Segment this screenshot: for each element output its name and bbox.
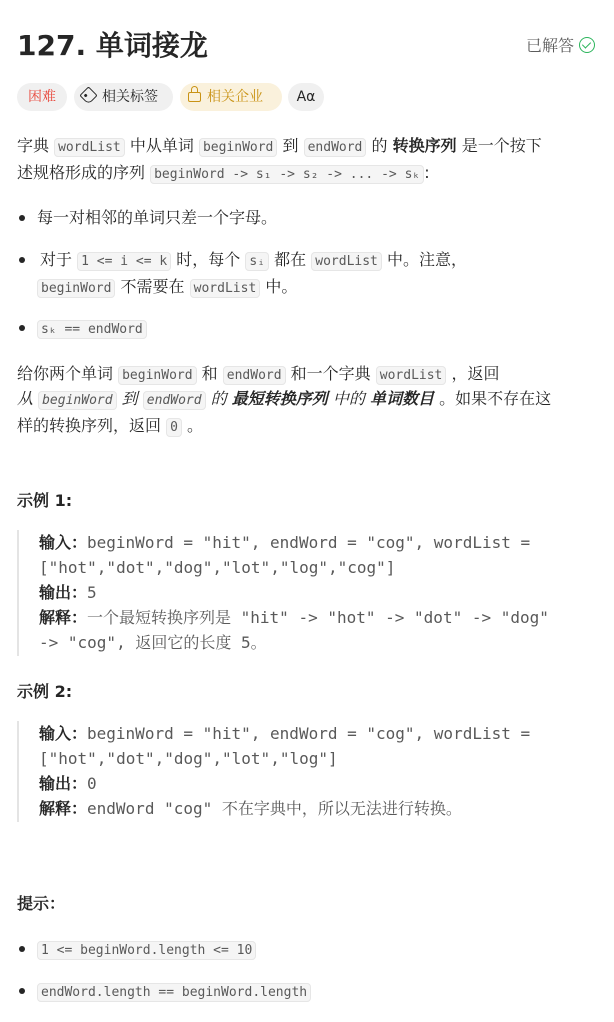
example-output: 输出：5 [39,583,97,602]
example-heading: 示例 2: [17,682,73,701]
description-line: 给你两个单词 beginWord 和 endWord 和一个字典 wordList ，返回 [17,364,500,383]
example-explanation: 解释：一个最短转换序列是 "hit" -> "hot" -> "dot" -> "dog" [39,608,549,627]
code-sequence: beginWord -> s₁ -> s₂ -> ... -> sₖ [150,165,424,184]
font-size-button[interactable]: Aα [288,83,324,111]
description-line: 述规格形成的序列 beginWord -> s₁ -> s₂ -> ... -> sₖ : [17,163,430,182]
companies-tag-label: 相关企业 [207,89,263,105]
companies-tag-button[interactable] [180,83,282,111]
code-wordlist: wordList [54,138,125,157]
description-line: 从 beginWord 到 endWord 的 最短转换序列 中的 单词数目 。如果不存在这 [17,389,552,408]
topics-tag-button[interactable] [74,83,173,111]
example-block-bar [17,721,19,822]
tag-icon [79,86,97,104]
example-input-cont: ["hot","dot","dog","lot","log","cog"] [39,558,396,577]
bullet-dot [19,946,25,952]
description-line: 样的转换序列，返回 0 。 [17,416,204,435]
topics-tag-label: 相关标签 [102,89,158,105]
solved-status [526,33,595,56]
rule-item: 每一对相邻的单词只差一个字母。 [37,208,278,227]
example-explanation: 解释：endWord "cog" 不在字典中，所以无法进行转换。 [39,799,462,818]
code-endword: endWord [304,138,367,157]
code-beginword: beginWord [199,138,277,157]
constraint-item: endWord.length == beginWord.length [37,978,311,1006]
bullet-dot [19,215,25,221]
example-output: 输出：0 [39,774,97,793]
solved-label: 已解答 [526,36,575,55]
difficulty-badge: 困难 [17,83,67,111]
bullet-dot [19,257,25,263]
example-heading: 示例 1: [17,491,73,510]
lock-icon [188,92,201,102]
problem-title: 127. 单词接龙 [17,29,208,62]
rule-item: sₖ == endWord [37,315,147,343]
example-input: 输入：beginWord = "hit", endWord = "cog", wordList = [39,724,531,743]
bullet-dot [19,988,25,994]
example-input: 输入：beginWord = "hit", endWord = "cog", wordList = [39,533,531,552]
example-input-cont: ["hot","dot","dog","lot","log"] [39,749,338,768]
check-circle-icon [579,37,595,53]
rule-item: 对于 1 <= i <= k 时，每个 sᵢ 都在 wordList 中。注意， [40,250,467,269]
description-line: 字典 wordList 中从单词 beginWord 到 endWord 的 转换序列 是一个按下 [17,136,542,155]
example-block-bar [17,530,19,656]
constraint-item: 1 <= beginWord.length <= 10 [37,936,256,964]
rule-item: beginWord 不需要在 wordList 中。 [37,274,297,302]
bullet-dot [19,325,25,331]
example-explanation-cont: -> "cog", 返回它的长度 5。 [39,633,267,652]
constraints-heading: 提示： [17,894,66,913]
